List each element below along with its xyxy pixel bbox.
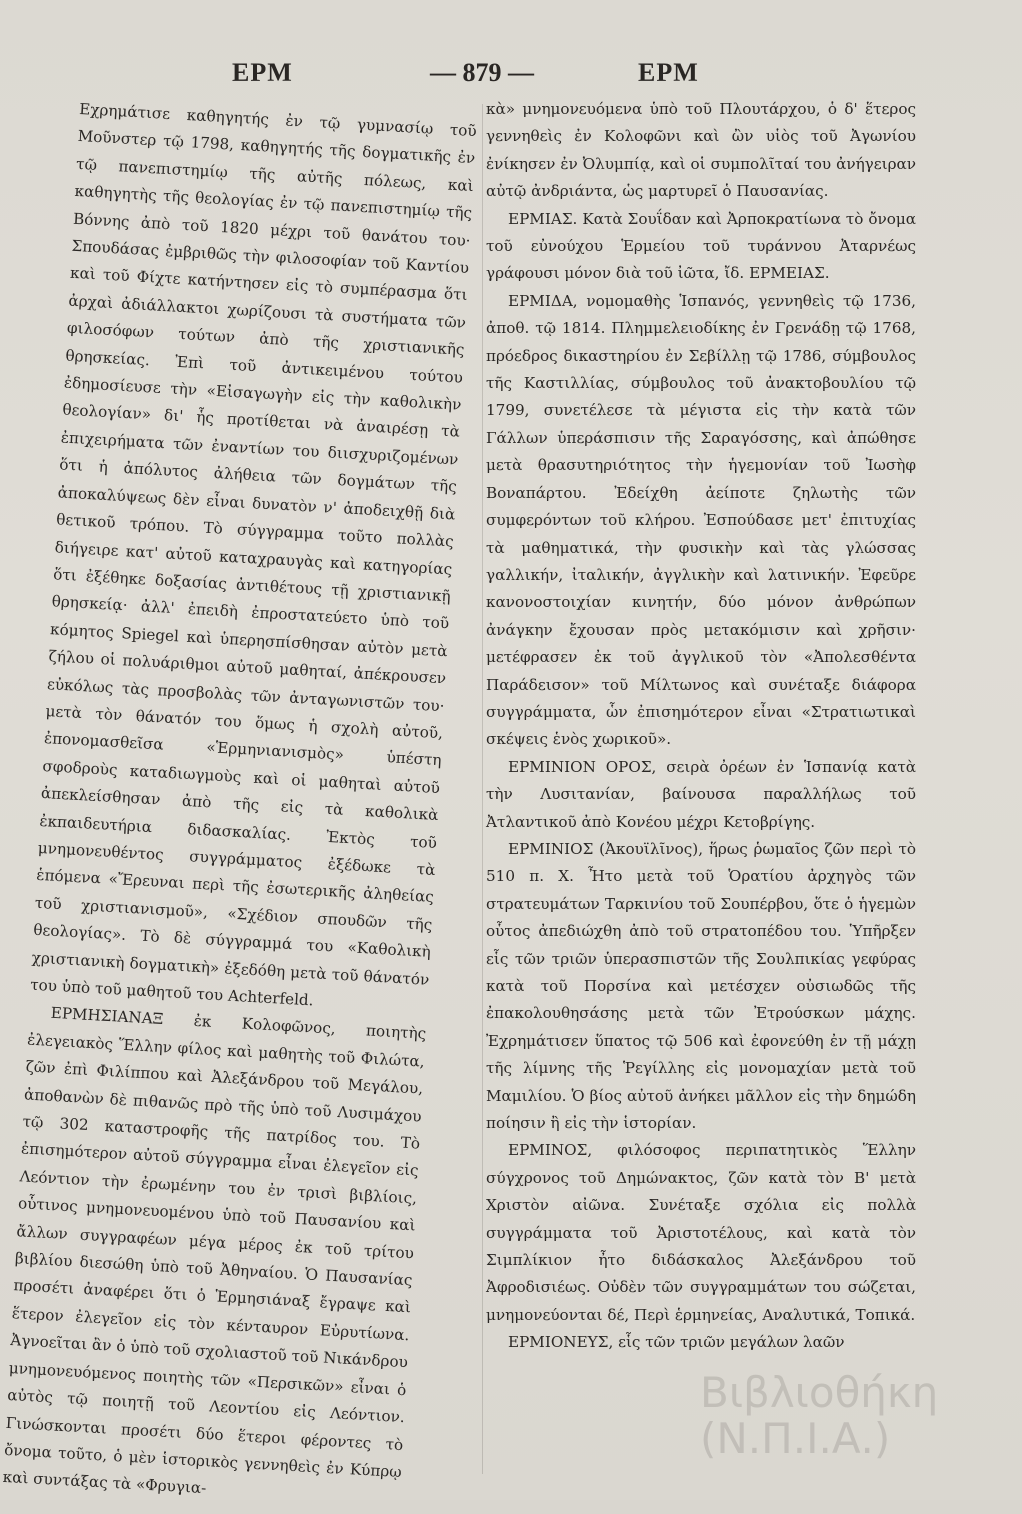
left-column <box>2 96 477 1514</box>
watermark-line-1: Βιβλιοθήκη <box>700 1368 939 1417</box>
entry-ermias: ΕΡΜΙΑΣ. Κατὰ Σουΐδαν καὶ Ἀρποκρατίωνα τὸ ὄνομα τοῦ εὐνούχου Ἑρμείου τοῦ τυράννου Ἀταρνέως γράφουσι μόνον διὰ τοῦ ἰῶτα, ἴδ. ΕΡΜΕΙΑΣ. <box>486 209 916 283</box>
entry-ermida: ΕΡΜΙΔΑ, νομομαθὴς Ἱσπανός, γεννηθεὶς τῷ 1736, ἀποθ. τῷ 1814. Πλημμελειοδίκης ἐν Γρενάδῃ τῷ 1768, πρόεδρος δικαστηρίου ἐν Σεβίλλῃ τῷ 1786, σύμβουλος τῆς Καστιλλίας, σύμβουλος τοῦ ἀνακτοβουλίου τῷ 1799, συνετέλεσε τὰ μέγιστα εἰς τὴν κατὰ τῶν Γάλλων ὑπεράσπισιν τῆς Σαραγόσσης, καὶ ἀπώθησε μετὰ θρασυτηριότητος τὴν ἡγεμονίαν τοῦ Ἰωσὴφ Βοναπάρτου. Ἐδείχθη ἀείποτε ζηλωτὴς τῶν συμφερόντων τοῦ κλήρου. Ἐσπούδασε μετ' ἐπιτυχίας τὰ μαθηματικά, τὴν φυσικὴν καὶ τὰς γλώσσας γαλλικήν, ἰταλικήν, ἀγγλικὴν καὶ λατινικήν. Ἐφεῦρε κανονοστοιχίαν κινητήν, δύο μόνον ἀνθρώπων ἀνάγκην ἔχουσαν πρὸς μετακόμισιν καὶ χρῆσιν· μετέφρασεν ἐκ τοῦ ἀγγλικοῦ τὸν «Ἀπολεσθέντα Παράδεισον» τοῦ Μίλτωνος καὶ συνέταξε διάφορα συγγράμματα, ὧν ἐπισημότερον εἶναι «Στρατιωτικαὶ σκέψεις ἑνὸς χωρικοῦ». <box>486 291 916 749</box>
entry-hermesianax-continuation: κὰ» μνημονευόμενα ὑπὸ τοῦ Πλουτάρχου, ὁ δ' ἕτερος γεννηθεὶς ἐν Κολοφῶνι καὶ ὢν υἱὸς τοῦ Ἀγωνίου ἐνίκησεν ἐν Ὀλυμπίᾳ, καὶ οἱ συμπολῖταί του ἀνήγειραν αὐτῷ ἀνδριάντα, ὡς μαρτυρεῖ ὁ Παυσανίας. <box>486 100 916 201</box>
page-number: — 879 — <box>430 58 534 87</box>
column-divider <box>482 104 483 1474</box>
watermark-line-2: (Ν.Π.Ι.Α.) <box>700 1414 891 1463</box>
header-left-word: ΕΡΜ <box>232 58 293 87</box>
library-watermark <box>700 1370 938 1462</box>
entry-hermes-continuation: Εχρημάτισε καθηγητής ἐν τῷ γυμνασίῳ τοῦ Μοῦνστερ τῷ 1798, καθηγητής τῆς δογματικῆς ἐν τῷ πανεπιστημίῳ τῆς αὐτῆς πόλεως, καὶ καθηγητὴς τῆς θεολογίας ἐν τῷ πανεπιστημίῳ τῆς Βόννης ἀπὸ τοῦ 1820 μέχρι τοῦ θανάτου του· Σπουδάσας ἐμβριθῶς τὴν φιλοσοφίαν τοῦ Καντίου καὶ τοῦ Φίχτε κατήντησεν εἰς τὸ συμπέρασμα ὅτι ἀρχαὶ ἀδιάλλακτοι χωρίζουσι τὰ συστήματα τῶν φιλοσόφων τούτων ἀπὸ τῆς χριστιανικῆς θρησκείας. Ἐπὶ τοῦ ἀντικειμένου τούτου ἐδημοσίευσε τὴν «Εἰσαγωγὴν εἰς τὴν καθολικὴν θεολογίαν» δι' ἧς προτίθεται νὰ ἀναιρέσῃ τὰ ἐπιχειρήματα τῶν ἐναντίων του διισχυριζομένων ὅτι ἡ ἀπόλυτος ἀλήθεια τῶν δογμάτων τῆς ἀποκαλύψεως δὲν εἶναι δυνατὸν ν' ἀποδειχθῇ διὰ θετικοῦ τρόπου. Τὸ σύγγραμμα τοῦτο πολλὰς διήγειρε κατ' αὐτοῦ καταχραυγὰς καὶ κατηγορίας ὅτι ἐξέθηκε δοξασίας ἀντιθέτους τῇ χριστιανικῇ θρησκείᾳ· ἀλλ' ἐπειδὴ ἐπροστατεύετο ὑπὸ τοῦ κόμητος Spiegel καὶ ὑπερησπίσθησαν αὐτὸν μετὰ ζήλου οἱ πολυάριθμοι αὐτοῦ μαθηταί, ἀπέκρουσεν εὐκόλως τὰς προσβολὰς τῶν ἀνταγωνιστῶν του· μετὰ τὸν θάνατόν του ὅμως ἡ σχολὴ αὐτοῦ, ἐπονομασθεῖσα «Ἑρμηνιανισμὸς» ὑπέστη σφοδροὺς καταδιωγμοὺς καὶ οἱ μαθηταὶ αὐτοῦ ἀπεκλείσθησαν ἀπὸ τῆς εἰς τὰ καθολικὰ ἐκπαιδευτήρια διδασκαλίας. Ἐκτὸς τοῦ μνημονευθέντος συγγράμματος ἐξέδωκε τὰ ἑπόμενα «Ἔρευναι περὶ τῆς ἐσωτερικῆς ἀληθείας τοῦ χριστιανισμοῦ», «Σχέδιον σπουδῶν τῆς θεολογίας». Τὸ δὲ σύγγραμμά του «Καθολικὴ χριστιανικὴ δογματικὴ» ἐξεδόθη μετὰ τοῦ θάνατόν του ὑπὸ τοῦ μαθητοῦ του Achterfeld. <box>29 99 478 1010</box>
entry-ermiones: ΕΡΜΙΟΝΕΥΣ, εἷς τῶν τριῶν μεγάλων λαῶν <box>508 1333 845 1352</box>
page-header <box>0 58 1022 98</box>
entry-erminos: ΕΡΜΙΝΟΣ, φιλόσοφος περιπατητικὸς Ἕλλην σύγχρονος τοῦ Δημώνακτος, ζῶν κατὰ τὸν Β' μετὰ Χριστὸν αἰῶνα. Συνέταξε σχόλια εἰς πολλὰ συγγράμματα τοῦ Ἀριστοτέλους, καὶ κατὰ τὸν Σιμπλίκιον ἦτο διδάσκαλος Ἀλεξάνδρου τοῦ Ἀφροδισιέως. Οὐδὲν τῶν συγγραμμάτων του σώζεται, μνημονεύονται δέ, Περὶ ἑρμηνείας, Αναλυτικά, Τοπικά. <box>486 1141 916 1324</box>
entry-hermesianax: ΕΡΜΗΣΙΑΝΑΞ ἐκ Κολοφῶνος, ποιητὴς ἐλεγειακὸς Ἕλλην φίλος καὶ μαθητὴς τοῦ Φιλώτα, ζῶν ἐπὶ Φιλίππου καὶ Ἀλεξάνδρου τοῦ Μεγάλου, ἀποθανὼν δὲ πιθανῶς πρὸ τῆς ὑπὸ τοῦ Λυσιμάχου τῷ 302 καταστροφῆς τῆς πατρίδος του. Τὸ ἐπισημότερον αὐτοῦ σύγγραμμα εἶναι ἐλεγεῖον εἰς Λεόντιον τὴν ἐρωμένην του ἐν τρισὶ βιβλίοις, οὗτινος μνημονευομένου ὑπὸ τοῦ Παυσανίου καὶ ἄλλων συγγραφέων μέγα μέρος ἐκ τοῦ τρίτου βιβλίου διεσώθη ὑπὸ τοῦ Ἀθηναίου. Ὁ Παυσανίας προσέτι ἀναφέρει ὅτι ὁ Ἑρμησιάναξ ἔγραψε καὶ ἕτερον ἐλεγεῖον εἰς τὸν κένταυρον Εὐρυτίωνα. Ἀγνοεῖται ἂν ὁ ὑπὸ τοῦ σχολιαστοῦ τοῦ Νικάνδρου μνημονευόμενος ποιητὴς τῶν «Περσικῶν» εἶναι ὁ αὐτὸς τῷ ποιητῇ τοῦ Λεοντίου εἰς Λεόντιον. Γινώσκονται προσέτι δύο ἕτεροι φέροντες τὸ ὄνομα τοῦτο, ὁ μὲν ἱστορικὸς γεννηθεὶς ἐν Κύπρῳ καὶ συντάξας τὰ «Φρυγια- <box>2 1004 427 1498</box>
header-right-word: ΕΡΜ <box>638 58 699 87</box>
entry-erminion-oros: ΕΡΜΙΝΙΟΝ ΟΡΟΣ, σειρὰ ὀρέων ἐν Ἱσπανίᾳ κατὰ τὴν Λυσιτανίαν, βαίνουσα παραλλήλως τοῦ Ἀτλαντικοῦ ἀπὸ Κονέου μέχρι Κετοβρίγης. <box>486 757 916 831</box>
entry-erminios: ΕΡΜΙΝΙΟΣ (Ἀκουϊλῖνος), ἥρως ῥωμαῖος ζῶν περὶ τὸ 510 π. Χ. Ἦτο μετὰ τοῦ Ὁρατίου ἀρχηγὸς τῶν στρατευμάτων Ταρκινίου τοῦ Σουπέρβου, ὅτε ὁ ἡγεμὼν οὗτος ἀπεδιώχθη ἀπὸ τοῦ στρατοπέδου του. Ὑπῆρξεν εἷς τῶν τριῶν ὑπερασπιστῶν τῆς Σουλπικίας γεφύρας κατὰ τοῦ Πορσίνα καὶ μετέσχεν οὐσιωδῶς τῆς ἐπακολουθησάσης μετὰ τῶν Ἐτρούσκων μάχης. Ἐχρημάτισεν ὕπατος τῷ 506 καὶ ἐφονεύθη ἐν τῇ μάχῃ τῆς λίμνης τῆς Ῥεγίλλης εἰς μονομαχίαν μετὰ τοῦ Μαμιλίου. Ὁ βίος αὐτοῦ ἀνήκει μᾶλλον εἰς τὴν δημώδη ποίησιν ἢ εἰς τὴν ἱστορίαν. <box>486 839 916 1133</box>
right-column <box>486 96 916 1357</box>
